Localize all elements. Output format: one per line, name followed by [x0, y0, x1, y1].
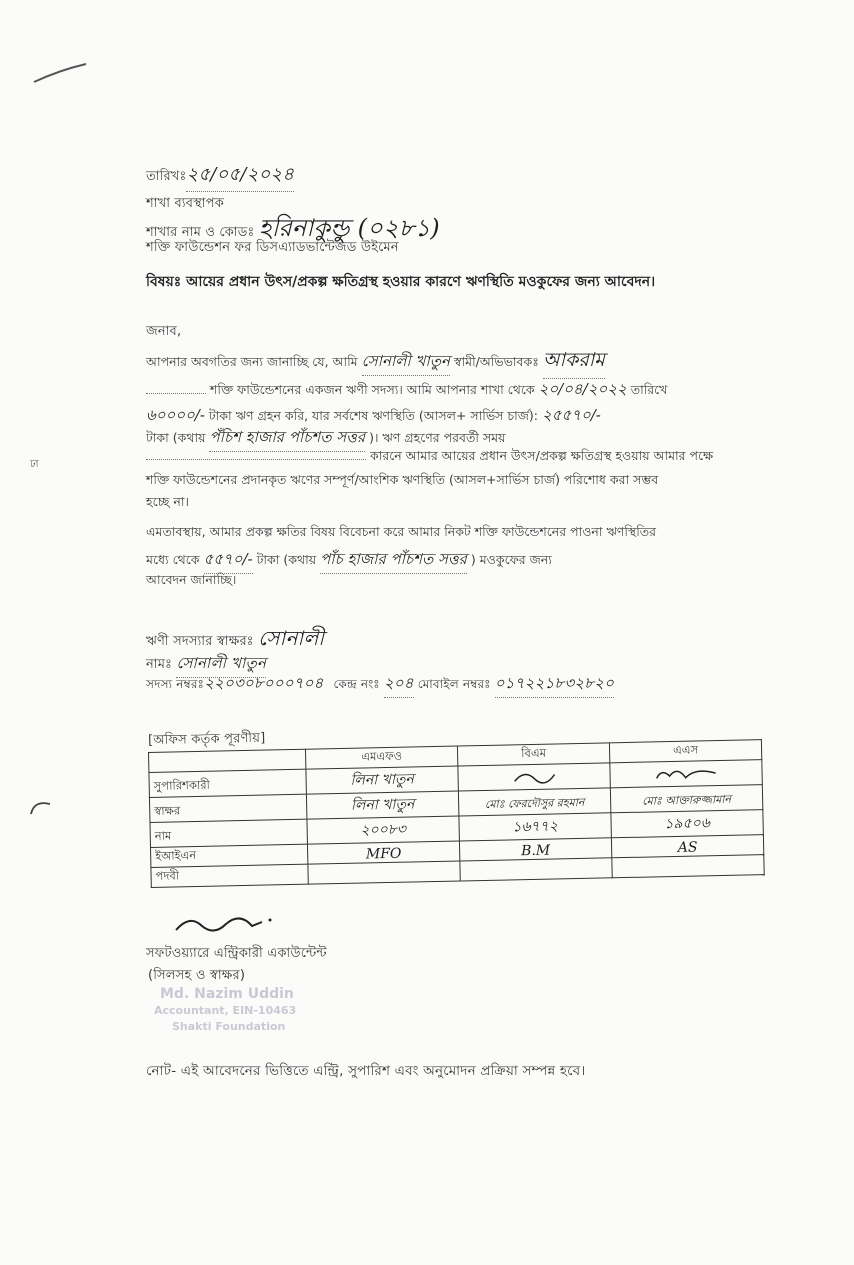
table-cell: মোঃ ফেরদৌসুর রহমান — [458, 788, 610, 816]
office-header-cell: এমএফও — [305, 746, 457, 769]
row-label: স্বাক্ষর — [149, 794, 306, 822]
salutation: জনাব, — [146, 324, 182, 339]
office-table — [148, 739, 765, 888]
bm-signature-icon — [509, 768, 559, 785]
mobile-value: ০১৭২২১৮৩২৮২০ — [495, 672, 614, 698]
para1-text-5: টাকা ঋণ গ্রহন করি, যার সর্বশেষ ঋণস্থিতি (আসল+ সার্ভিস চার্জ): — [208, 408, 539, 423]
para1-line-6: শক্তি ফাউন্ডেশনের প্রদানকৃত ঋণের সম্পূর্ণ/আংশিক ঋণস্থিতি (আসল+সার্ভিস চার্জ) পরিশোধ করা সম্ভব — [146, 472, 659, 487]
para1-text-4: তারিখে — [630, 382, 668, 397]
blank-dots-2 — [146, 459, 366, 460]
balance-handwritten: ২৫৫৭০/- — [542, 406, 601, 424]
software-line-1: সফটওয়্যারে এন্ট্রিকারী একাউন্টেন্ট — [146, 946, 327, 961]
mobile-label: মোবাইল নম্বরঃ — [417, 677, 491, 691]
branch-value: হরিনাকুন্ডু (০২৮১) — [258, 214, 440, 242]
punch-hole-mark — [28, 796, 54, 818]
accountant-signature-icon — [170, 908, 280, 938]
subject-line: বিষয়ঃ আয়ের প্রধান উৎস/প্রকল্প ক্ষতিগ্রস্থ হওয়ার কারণে ঋণস্থিতি মওকুফের জন্য আবেদন। — [146, 274, 656, 290]
para1-text-3: শক্তি ফাউন্ডেশনের একজন ঋণী সদস্য। আমি আপনার শাখা থেকে — [209, 382, 535, 397]
table-cell: লিনা খাতুন — [306, 791, 458, 819]
member-name-value: সোনালী খাতুন — [176, 652, 266, 678]
software-line-2: (সিলসহ ও স্বাক্ষর) — [148, 968, 246, 983]
para1-text-2: স্বামী/অভিভাবকঃ — [453, 354, 539, 369]
date-label: তারিখঃ — [146, 169, 187, 184]
table-cell: লিনা খাতুন — [306, 766, 458, 794]
para1-line-5 — [146, 448, 713, 468]
centre-label: কেন্দ্র নংঃ — [333, 677, 380, 691]
para1-text-7: )। ঋণ গ্রহণের পরবর্তী সময় — [369, 430, 506, 445]
pen-stroke-mark — [30, 58, 90, 88]
guardian-handwritten: আকরাম — [543, 346, 605, 379]
recipient-line-1: শাখা ব্যবস্থাপক — [146, 196, 225, 211]
office-header-cell: এএস — [609, 740, 761, 763]
member-signature: সোনালী — [258, 626, 325, 650]
row-label: পদবী — [151, 864, 308, 887]
date-row — [146, 160, 294, 192]
table-cell: AS — [611, 835, 763, 858]
office-header-cell: বিএম — [457, 743, 609, 766]
table-cell — [612, 855, 764, 878]
blank-dots — [146, 393, 206, 394]
para2-text-3: টাকা (কথায় — [256, 552, 317, 567]
table-cell: ১৬৭৭২ — [459, 813, 611, 841]
member-number-row — [146, 672, 614, 698]
as-signature-icon — [651, 765, 721, 782]
amount-words-handwritten: পঁচিশ হাজার পাঁচশত সত্তর — [209, 426, 365, 452]
para2-line-3: আবেদন জানাচ্ছি। — [146, 572, 237, 587]
table-cell — [460, 858, 612, 881]
branch-label: শাখার নাম ও কোডঃ — [146, 225, 255, 240]
para1-line-1 — [146, 346, 605, 379]
para2-line-1: এমতাবস্থায়, আমার প্রকল্প ক্ষতির বিষয় বিবেচনা করে আমার নিকট শক্তি ফাউন্ডেশনের পাওনা ঋণস্থিতির — [146, 524, 657, 539]
waiver-words-handwritten: পাঁচ হাজার পাঁচশত সত্তর — [320, 548, 467, 574]
stamp-line-3: Shakti Foundation — [172, 1020, 286, 1033]
para1-line-2 — [146, 378, 667, 403]
para1-text-8: কারনে আমার আয়ের প্রধান উৎস/প্রকল্প ক্ষতিগ্রস্থ হওয়ায় আমার পক্ষে — [369, 448, 714, 463]
waiver-amount-handwritten: ৫৫৭০/- — [204, 548, 253, 574]
row-label: নাম — [150, 819, 307, 847]
para2-text-2: মধ্যে থেকে — [146, 552, 200, 567]
member-sign-label: ঋণী সদস্যার স্বাক্ষরঃ — [146, 634, 254, 649]
date-value: ২৫/০৫/২০২৪ — [186, 160, 294, 192]
table-cell — [610, 760, 762, 788]
row-label: ইআইএন — [150, 844, 307, 867]
member-name-handwritten: সোনালী খাতুন — [362, 350, 450, 376]
table-cell: MFO — [307, 841, 459, 864]
stamp-line-2: Accountant, EIN-10463 — [154, 1004, 297, 1017]
member-no-value: ২২০৩০৮০০০৭০৪ — [204, 674, 324, 692]
loan-amount-handwritten: ৬০০০০/- — [146, 406, 205, 424]
recipient-line-3: শক্তি ফাউন্ডেশন ফর ডিসএ্যাডভান্টেজড উইমেন — [146, 240, 399, 255]
row-label: সুপারিশকারী — [149, 769, 306, 797]
table-cell — [458, 763, 610, 791]
table-cell — [308, 861, 460, 884]
note-line: নোট- এই আবেদনের ভিত্তিতে এন্ট্রি, সুপারিশ এবং অনুমোদন প্রক্রিয়া সম্পন্ন হবে। — [146, 1063, 586, 1079]
office-caption: [অফিস কর্তৃক পূরণীয়] — [147, 730, 266, 749]
table-cell: B.M — [459, 838, 611, 861]
para2-text-4: ) মওকুফের জন্য — [470, 552, 552, 567]
para1-line-7: হচ্ছে না। — [146, 494, 189, 509]
para2-line-2 — [146, 548, 552, 574]
table-cell: মোঃ আক্তারুজ্জামান — [610, 785, 762, 813]
centre-value: ২০৪ — [384, 672, 414, 698]
member-name-label: নামঃ — [146, 657, 173, 672]
table-cell: ২০০৮৩ — [307, 816, 459, 844]
para1-text-6: টাকা (কথায় — [146, 430, 206, 445]
loan-date-handwritten: ২০/০৪/২০২২ — [538, 380, 627, 398]
stamp-line-1: Md. Nazim Uddin — [160, 986, 294, 1002]
table-cell: ১৯৫০৬ — [611, 810, 763, 838]
member-no-label: সদস্য নম্বরঃ — [146, 677, 205, 691]
scan-speck: ঢা — [30, 459, 39, 470]
para1-text-1: আপনার অবগতির জন্য জানাচ্ছি যে, আমি — [146, 354, 358, 369]
